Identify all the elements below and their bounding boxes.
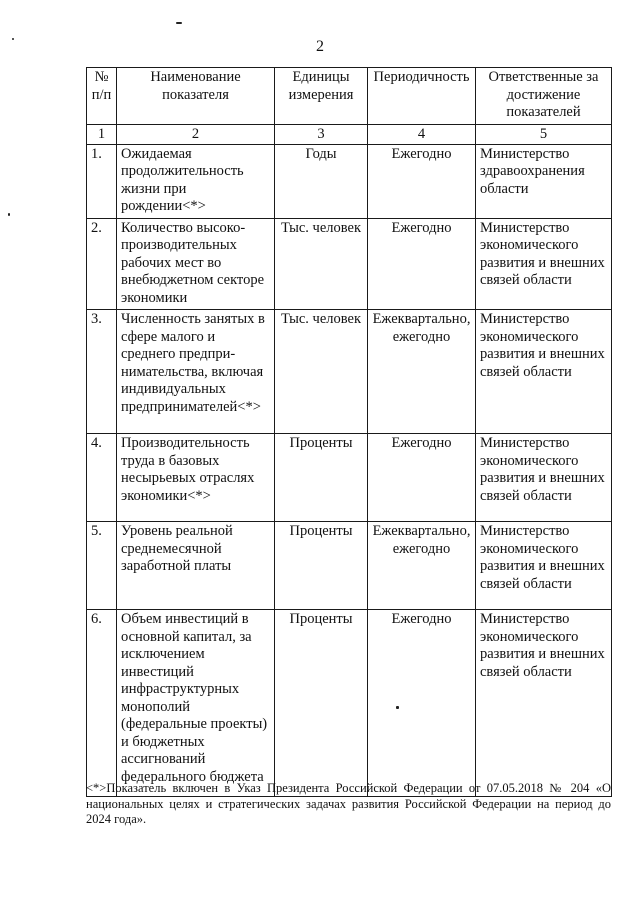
column-number-row [87,124,612,144]
indicator-name: Количество высоко-производительных рабочих мест во внебюджетном секторе экономики [117,218,275,310]
column-number: 4 [368,124,476,144]
column-number: 2 [117,124,275,144]
row-number: 3. [87,310,117,434]
indicator-name: Объем инвестиций в основной капитал, за исключением инвестиций инфраструктурных монополий (федеральные проекты) и бюджетных ассигнований федерального бюджета [117,610,275,797]
scan-speck [176,22,182,24]
indicators-table [86,67,612,797]
table-row [87,310,612,434]
row-number: 2. [87,218,117,310]
periodicity: Ежегодно [368,144,476,218]
responsible-body: Министерство экономического развития и внешних связей области [476,310,612,434]
unit-of-measure: Тыс. человек [275,310,368,434]
unit-of-measure: Годы [275,144,368,218]
periodicity: Ежегодно [368,610,476,797]
unit-of-measure: Проценты [275,610,368,797]
unit-of-measure: Тыс. человек [275,218,368,310]
indicator-name: Производительность труда в базовых несырьевых отраслях экономики<*> [117,434,275,522]
indicator-name: Численность занятых в сфере малого и среднего предпри-нимательства, включая индивидуальных предпринимателей<*> [117,310,275,434]
table-header-row [87,68,612,125]
unit-of-measure: Проценты [275,434,368,522]
table-row [87,218,612,310]
scan-speck [8,213,10,216]
indicator-name: Ожидаемая продолжительность жизни при рождении<*> [117,144,275,218]
header-name: Наименование показателя [117,68,275,125]
indicator-name: Уровень реальной среднемесячной заработной платы [117,522,275,610]
table-row [87,434,612,522]
responsible-body: Министерство экономического развития и внешних связей области [476,610,612,797]
responsible-body: Министерство здравоохранения области [476,144,612,218]
table-row [87,144,612,218]
row-number: 1. [87,144,117,218]
unit-of-measure: Проценты [275,522,368,610]
table-row [87,610,612,797]
periodicity: Ежегодно [368,218,476,310]
row-number: 6. [87,610,117,797]
periodicity: Ежеквартально, ежегодно [368,310,476,434]
responsible-body: Министерство экономического развития и внешних связей области [476,522,612,610]
page-number: 2 [316,38,324,55]
column-number: 1 [87,124,117,144]
periodicity: Ежегодно [368,434,476,522]
periodicity: Ежеквартально, ежегодно [368,522,476,610]
column-number: 5 [476,124,612,144]
row-number: 4. [87,434,117,522]
responsible-body: Министерство экономического развития и внешних связей области [476,218,612,310]
header-no: № п/п [87,68,117,125]
column-number: 3 [275,124,368,144]
responsible-body: Министерство экономического развития и внешних связей области [476,434,612,522]
header-unit: Единицы измерения [275,68,368,125]
header-period: Периодичность [368,68,476,125]
table-row [87,522,612,610]
header-responsible: Ответственные за достижение показателей [476,68,612,125]
row-number: 5. [87,522,117,610]
footnote: <*>Показатель включен в Указ Президента Российской Федерации от 07.05.2018 № 204 «О национальных целях и стратегических задачах развития Российской Федерации на период до 2024 года». [86,781,611,826]
